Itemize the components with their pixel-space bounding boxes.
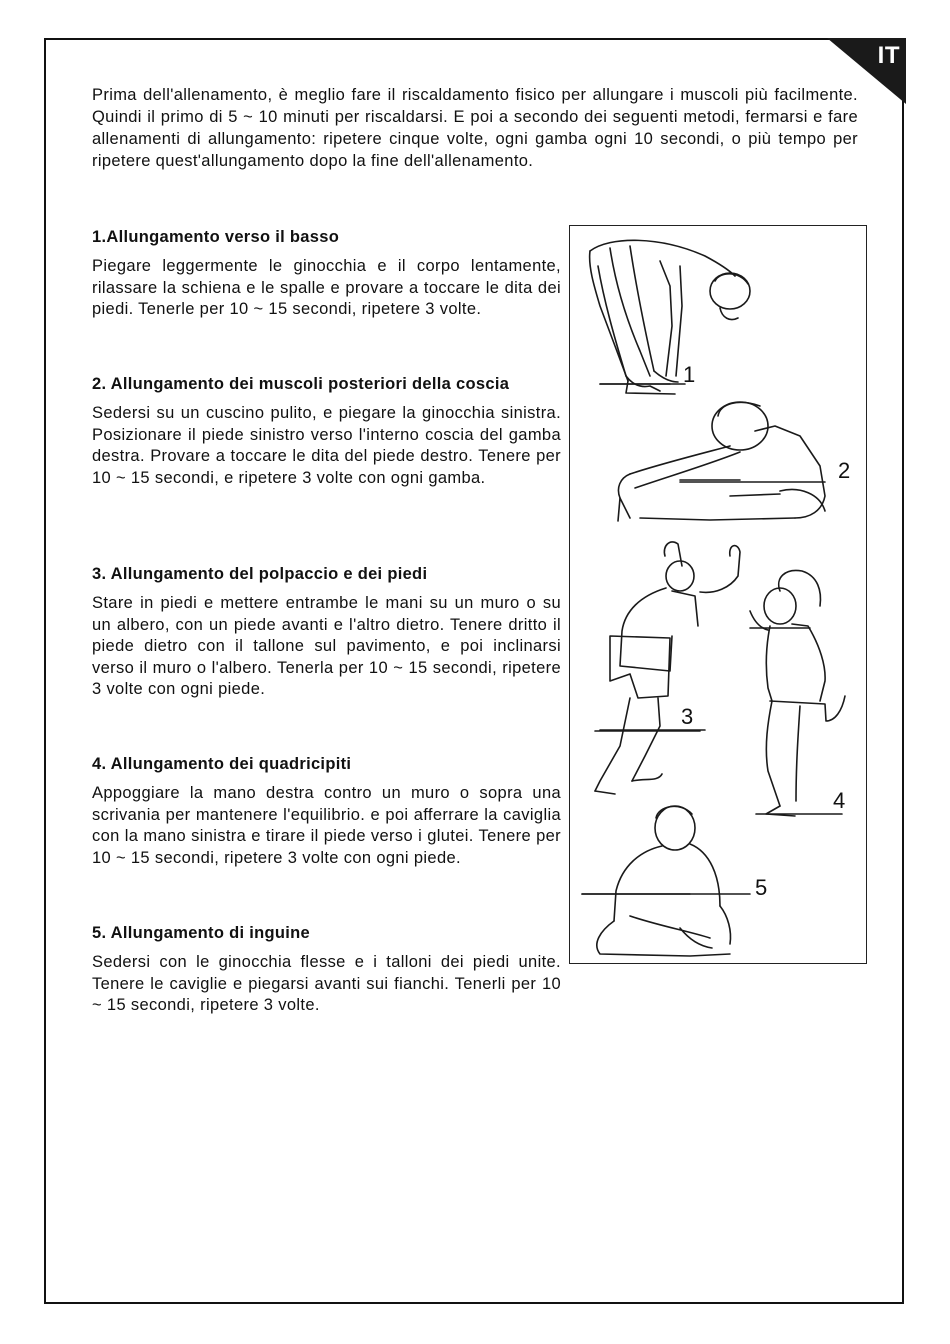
- figure-5-number: 5: [755, 875, 768, 900]
- figure-4-quad-stretch: [750, 570, 845, 816]
- figure-5-groin-stretch: [582, 806, 731, 956]
- section-5: [92, 923, 561, 1017]
- figure-4-number: 4: [833, 788, 846, 813]
- figure-3-calf-stretch: [595, 542, 740, 794]
- section-3: [92, 564, 561, 701]
- section-5-title: 5. Allungamento di inguine: [92, 924, 311, 942]
- section-4-title: 4. Allungamento dei quadricipiti: [92, 755, 352, 773]
- stretch-illustrations: [569, 225, 867, 964]
- figure-2-number: 2: [838, 458, 851, 483]
- figure-1-number: 1: [683, 362, 696, 387]
- section-1-body: Piegare leggermente le ginocchia e il corpo lentamente, rilassare la schiena e le spalle e provare a toccare le dita dei piedi. Tenerle per 10 ~ 15 secondi, ripetere 3 volte.: [92, 257, 561, 318]
- section-2: [92, 374, 561, 489]
- section-3-body: Stare in piedi e mettere entrambe le mani su un muro o su un albero, con un piede avanti e l'altro dietro. Tenere dritto il piede dietro con il tallone sul pavimento, e poi inclinarsi verso il muro o l'albero. Tenerla per 10 ~ 15 secondi, ripetere 3 volte con ogni piede.: [92, 594, 561, 698]
- section-2-title: 2. Allungamento dei muscoli posteriori della coscia: [92, 375, 510, 393]
- intro-paragraph: Prima dell'allenamento, è meglio fare il riscaldamento fisico per allungare i muscoli più facilmente. Quindi il primo di 5 ~ 10 minuti per riscaldarsi. E poi a secondo dei seguenti metodi, fermarsi e fare allenamenti di allungamento: ripetere cinque volte, ogni gamba ogni 10 secondi, o più tempo per ripetere quest'allungamento dopo la fine dell'allenamento.: [92, 86, 858, 170]
- stretch-figures-drawing: [570, 226, 868, 965]
- figure-3-number: 3: [681, 704, 694, 729]
- section-1: [92, 227, 561, 321]
- language-tab-label: IT: [877, 42, 900, 69]
- section-4-body: Appoggiare la mano destra contro un muro o sopra una scrivania per mantenere l'equilibrio. e poi afferrare la caviglia con la mano sinistra e tirare il piede verso i glutei. Tenere per 10 ~ 15 secondi, ripetere 3 volte con ogni piede.: [92, 784, 561, 867]
- section-1-title: 1.Allungamento verso il basso: [92, 228, 340, 246]
- section-4: [92, 754, 561, 869]
- figure-2-hamstring-stretch: [618, 402, 825, 521]
- figure-1-forward-bend: [590, 240, 750, 394]
- section-5-body: Sedersi con le ginocchia flesse e i talloni dei piedi unite. Tenere le caviglie e piegarsi avanti sui fianchi. Tenerli per 10 ~ 15 secondi, ripetere 3 volte.: [92, 953, 561, 1014]
- section-3-title: 3. Allungamento del polpaccio e dei piedi: [92, 565, 428, 583]
- section-2-body: Sedersi su un cuscino pulito, e piegare la ginocchia sinistra. Posizionare il piede sinistro verso l'interno coscia del gamba destra. Provare a toccare le dita del piede destro. Tenere per 10 ~ 15 secondi, e ripetere 3 volte con ogni gamba.: [92, 404, 561, 487]
